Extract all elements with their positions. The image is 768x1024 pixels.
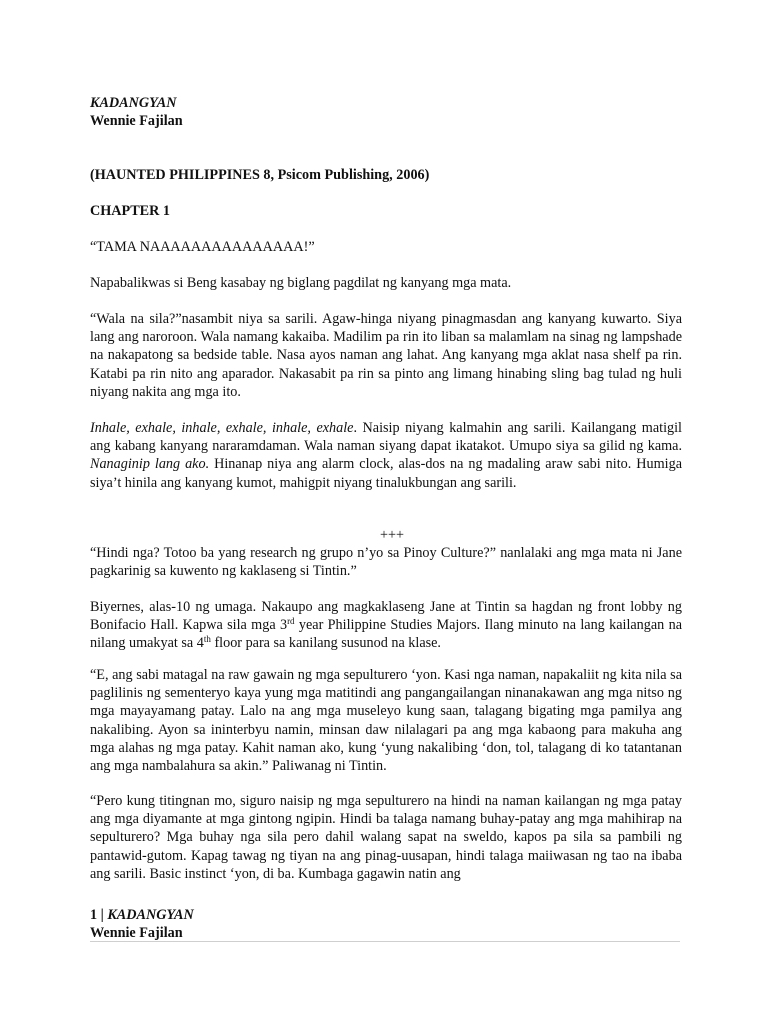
footer-title: KADANGYAN bbox=[107, 907, 194, 923]
paragraph-6 bbox=[90, 598, 682, 653]
paragraph-6-text-b: year Philippine Studies Majors. Ilang minuto na lang kailangan na nilang umakyat sa 4 bbox=[90, 617, 682, 652]
paragraph-6-text-c: floor para sa kanilang susunod na klase. bbox=[210, 635, 441, 652]
paragraph-4-text-a: . Naisip niyang kalmahin ang sarili. Kailangang matigil ang kabang kanyang nararamdaman. Wala naman siyang dapat ikatakot. Umupo siya sa gilid ng kama. bbox=[90, 420, 682, 455]
paragraph-4-italic-b: Nanaginip lang ako. bbox=[90, 456, 210, 473]
paragraph-4-text-b: Hinanap niya ang alarm clock, alas-dos na ng madaling araw sabi nito. Humiga siya’t hinila ang kanyang kumot, mahigpit niyang tinalukbungan ang sarili. bbox=[90, 456, 682, 491]
page-footer bbox=[90, 906, 682, 942]
paragraph-1: “TAMA NAAAAAAAAAAAAAAA!” bbox=[90, 239, 315, 255]
document-page bbox=[90, 94, 682, 882]
ordinal-rd: rd bbox=[287, 616, 295, 627]
paragraph-6-text-a: Biyernes, alas-10 ng umaga. Nakaupo ang magkaklaseng Jane at Tintin sa hagdan ng front lobby ng Bonifacio Hall. Kapwa sila mga 3 bbox=[90, 599, 682, 634]
paragraph-5: “Hindi nga? Totoo ba yang research ng grupo n’yo sa Pinoy Culture?” nanlalaki ang mga mata ni Jane pagkarinig sa kuwento ng kaklaseng si Tintin.” bbox=[90, 545, 682, 580]
paragraph-4-italic-a: Inhale, exhale, inhale, exhale, inhale, exhale bbox=[90, 420, 354, 436]
paragraph-7: “E, ang sabi matagal na raw gawain ng mga sepulturero ‘yon. Kasi nga naman, napakaliit ng kita nila sa paglilinis ng sementeryo kaya yung mga matitindi ang pangangailangan ninanakawan ang mga nitso ng mga mayayamang patay. Lalo na ang mga museleyo kung saan, talagang bigating mga pamilya ang nakalibing. Ayon sa ininterbyu namin, minsan daw nilalagari pa ang mga kabaong para makuha ang mga alahas ng mga patay. Kahit naman ako, kung ‘yung nakalibing ‘don, tol, talagang di ko tatantanan ang mga nambalahura sa akin.” Paliwanag ni Tintin. bbox=[90, 667, 682, 775]
ordinal-th: th bbox=[203, 634, 211, 645]
publication-info: (HAUNTED PHILIPPINES 8, Psicom Publishing, 2006) bbox=[90, 167, 430, 183]
paragraph-3: “Wala na sila?”nasambit niya sa sarili. Agaw-hinga niyang pinagmasdan ang kanyang kuwarto. Siya lang ang naroroon. Wala namang kakaiba. Madilim pa rin ito liban sa malamlam na sinag ng lampshade na nakapatong sa bedside table. Nasa ayos naman ang lahat. Ang kanyang mga aklat nasa shelf pa rin. Katabi pa rin nito ang aparador. Nakasabit pa rin sa pinto ang limang hinabing sling bag tulad ng huli niyang nakita ang mga ito. bbox=[90, 311, 682, 400]
paragraph-8: “Pero kung titingnan mo, siguro naisip ng mga sepulturero na hindi na naman kailangan ng mga patay ang mga diyamante at mga gintong ngipin. Hindi ba talaga namang buhay-patay ang mga mahihirap na sepulturero? Mga buhay nga sila pero dahil walang sapat na sweldo, kapos pa sila sa pambili ng pantawid-gutom. Kapag tawag ng tiyan na ang pinag-uusapan, hindi talaga maiiwasan ng tao na ibaba ang sarili. Basic instinct ‘yon, di ba. Kumbaga gagawin natin ang bbox=[90, 793, 682, 882]
footer-page-title bbox=[90, 906, 682, 924]
chapter-heading: CHAPTER 1 bbox=[90, 203, 171, 219]
footer-page-number: 1 | bbox=[90, 907, 108, 923]
footer-divider bbox=[90, 941, 680, 942]
scene-separator: +++ bbox=[379, 527, 404, 543]
document-author: Wennie Fajilan bbox=[90, 113, 183, 130]
paragraph-4 bbox=[90, 419, 682, 492]
footer-author: Wennie Fajilan bbox=[90, 925, 183, 941]
paragraph-2: Napabalikwas si Beng kasabay ng biglang pagdilat ng kanyang mga mata. bbox=[90, 275, 512, 291]
document-title: KADANGYAN bbox=[90, 95, 177, 111]
